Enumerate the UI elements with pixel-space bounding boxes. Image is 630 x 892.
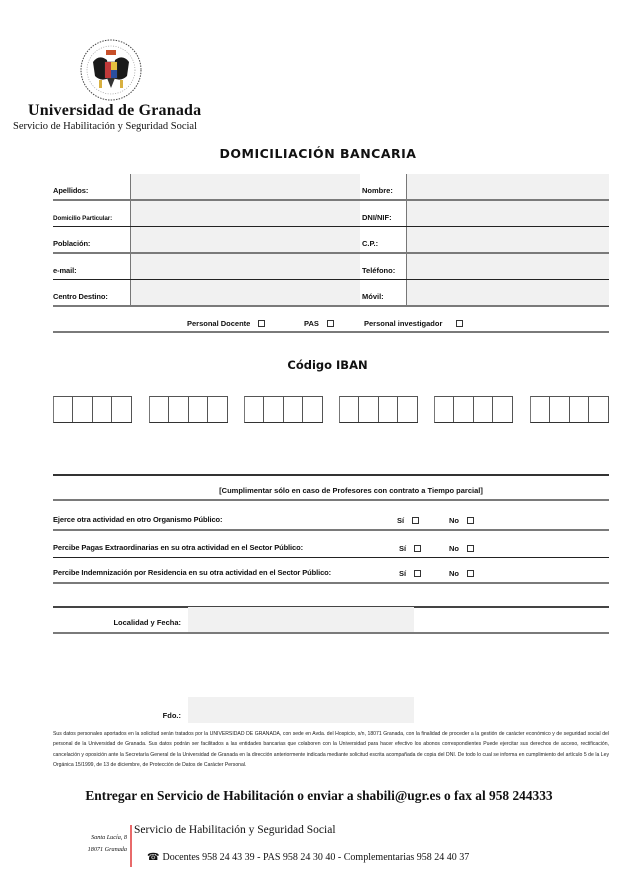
field-label: DNI/NIF: — [362, 213, 392, 222]
field-label: Nombre: — [362, 185, 393, 195]
field-label: Teléfono: — [362, 266, 396, 275]
iban-digit-box[interactable] — [359, 397, 378, 422]
iban-digit-box[interactable] — [54, 397, 73, 422]
field-label: C.P.: — [362, 238, 379, 248]
university-name: Universidad de Granada — [28, 102, 202, 119]
iban-digit-box[interactable] — [379, 397, 398, 422]
iban-group-1 — [53, 396, 132, 423]
iban-digit-box[interactable] — [150, 397, 169, 422]
field-label: Población: — [53, 238, 91, 248]
iban-group-2 — [149, 396, 228, 423]
no-checkbox[interactable] — [467, 570, 474, 577]
no-checkbox[interactable] — [467, 545, 474, 552]
iban-digit-box[interactable] — [570, 397, 589, 422]
personal-investigador-checkbox[interactable] — [456, 320, 463, 327]
document-title: DOMICILIACIÓN BANCARIA — [219, 146, 417, 161]
apellidos-field[interactable] — [130, 174, 360, 199]
part-time-section-header: [Cumplimentar sólo en caso de Profesores con contrato a Tiempo parcial] — [53, 476, 609, 501]
field-label: e-mail: — [53, 266, 77, 275]
place-date-label: Localidad y Fecha: — [113, 618, 181, 627]
iban-digit-box[interactable] — [169, 397, 188, 422]
question-row — [53, 532, 609, 558]
iban-group-3 — [244, 396, 323, 423]
field-label: Centro Destino: — [53, 291, 108, 301]
footer-accent-rule — [130, 825, 132, 867]
address-line: Santa Lucía, 8 — [91, 834, 127, 841]
question-text: Ejerce otra actividad en otro Organismo Público: — [53, 515, 223, 524]
yes-option[interactable] — [397, 516, 419, 525]
signature-row — [53, 697, 609, 723]
university-logo-icon — [79, 38, 143, 102]
iban-digit-box[interactable] — [189, 397, 208, 422]
form-row-poblacion — [53, 227, 609, 254]
iban-digit-box[interactable] — [245, 397, 264, 422]
no-option[interactable] — [449, 544, 474, 553]
footer-service-name: Servicio de Habilitación y Seguridad Social — [134, 824, 336, 836]
question-row — [53, 505, 609, 531]
staff-option-docente[interactable] — [187, 319, 265, 328]
iban-title: Código IBAN — [287, 358, 368, 372]
question-row — [53, 558, 609, 584]
footer-phones — [147, 852, 469, 863]
staff-option-pas[interactable] — [304, 319, 334, 328]
no-label: No — [449, 544, 459, 553]
cp-field[interactable] — [406, 227, 609, 252]
iban-digit-box[interactable] — [303, 397, 322, 422]
domicilio-field[interactable] — [130, 201, 360, 227]
form-row-apellidos — [53, 174, 609, 201]
no-checkbox[interactable] — [467, 517, 474, 524]
iban-digit-box[interactable] — [340, 397, 359, 422]
staff-type-row — [53, 316, 609, 333]
form-row-email — [53, 254, 609, 281]
service-name: Servicio de Habilitación y Seguridad Social — [13, 121, 197, 132]
staff-option-investigador[interactable] — [364, 319, 463, 328]
signature-label: Fdo.: — [162, 711, 181, 720]
iban-digit-box[interactable] — [112, 397, 131, 422]
place-date-row — [53, 607, 609, 634]
iban-group-6 — [530, 396, 609, 423]
personal-docente-checkbox[interactable] — [258, 320, 265, 327]
delivery-instruction: Entregar en Servicio de Habilitación o enviar a shabili@ugr.es o fax al 958 244333 — [85, 788, 553, 803]
yes-checkbox[interactable] — [414, 545, 421, 552]
question-text: Percibe Indemnización por Residencia en su otra actividad en el Sector Público: — [53, 568, 332, 577]
iban-digit-box[interactable] — [531, 397, 550, 422]
iban-digit-box[interactable] — [550, 397, 569, 422]
iban-digit-box[interactable] — [454, 397, 473, 422]
no-option[interactable] — [449, 569, 474, 578]
field-label: Apellidos: — [53, 185, 89, 195]
iban-digit-box[interactable] — [398, 397, 417, 422]
iban-digit-box[interactable] — [93, 397, 112, 422]
form-row-centro — [53, 280, 609, 307]
iban-digit-box[interactable] — [208, 397, 227, 422]
poblacion-field[interactable] — [130, 227, 360, 252]
iban-digit-box[interactable] — [284, 397, 303, 422]
no-label: No — [449, 516, 459, 525]
iban-digit-box[interactable] — [589, 397, 608, 422]
yes-label: Sí — [397, 516, 405, 525]
yes-checkbox[interactable] — [412, 517, 419, 524]
yes-option[interactable] — [399, 544, 421, 553]
yes-label: Sí — [399, 544, 407, 553]
no-label: No — [449, 569, 459, 578]
phone-numbers: Docentes 958 24 43 39 - PAS 958 24 30 40 - Complementarias 958 24 40 37 — [162, 852, 470, 863]
iban-group-5 — [434, 396, 513, 423]
email-field[interactable] — [130, 254, 360, 280]
dni-nif-field[interactable] — [406, 201, 609, 227]
option-label: Personal investigador — [364, 319, 443, 328]
option-label: PAS — [304, 319, 319, 328]
iban-digit-box[interactable] — [474, 397, 493, 422]
footer-address — [55, 832, 127, 856]
signature-field[interactable] — [188, 697, 414, 723]
question-text: Percibe Pagas Extraordinarias en su otra actividad en el Sector Público: — [53, 543, 303, 552]
iban-digit-box[interactable] — [73, 397, 92, 422]
yes-label: Sí — [399, 569, 407, 578]
telefono-field[interactable] — [406, 254, 609, 280]
yes-checkbox[interactable] — [414, 570, 421, 577]
address-line: 18071 Granada — [87, 846, 127, 853]
field-label: Domicilio Particular: — [53, 215, 113, 222]
centro-destino-field[interactable] — [130, 280, 360, 305]
iban-digit-box[interactable] — [493, 397, 512, 422]
telephone-icon: ☎ — [147, 852, 160, 863]
iban-digit-box[interactable] — [435, 397, 454, 422]
field-label: Móvil: — [362, 291, 384, 301]
place-date-field[interactable] — [188, 607, 414, 632]
iban-digit-box[interactable] — [264, 397, 283, 422]
pas-checkbox[interactable] — [327, 320, 334, 327]
option-label: Personal Docente — [187, 319, 251, 328]
yes-option[interactable] — [399, 569, 421, 578]
form-row-domicilio — [53, 201, 609, 228]
personal-data-table — [53, 174, 609, 307]
privacy-notice: Sus datos personales aportados en la solicitud serán tratados por la UNIVERSIDAD DE GRANADA, con sede en Avda. del Hospicio, s/n, 18071 Granada, con la finalidad de proceder a la gestión de carácter económico y de seguridad social del personal de la Universidad de Granada. Sus datos podrán ser facilitados a las entidades bancarias que colaboren con la Universidad para hacer efectivo los abonos correspondientes Puede ejercitar sus derechos de acceso, rectificación, cancelación y oposición ante la Secretaría General de la Universidad de Granada en la dirección anteriormente indicada mediante solicitud escrita acompañada de copia del DNI. De todo lo cual se informa en cumplimiento del artículo 5 de la Ley Orgánica 15/1999, de 13 de diciembre, de Protección de Datos de Carácter Personal. — [53, 731, 609, 768]
movil-field[interactable] — [406, 280, 609, 305]
nombre-field[interactable] — [406, 174, 609, 199]
iban-group-4 — [339, 396, 418, 423]
no-option[interactable] — [449, 516, 474, 525]
